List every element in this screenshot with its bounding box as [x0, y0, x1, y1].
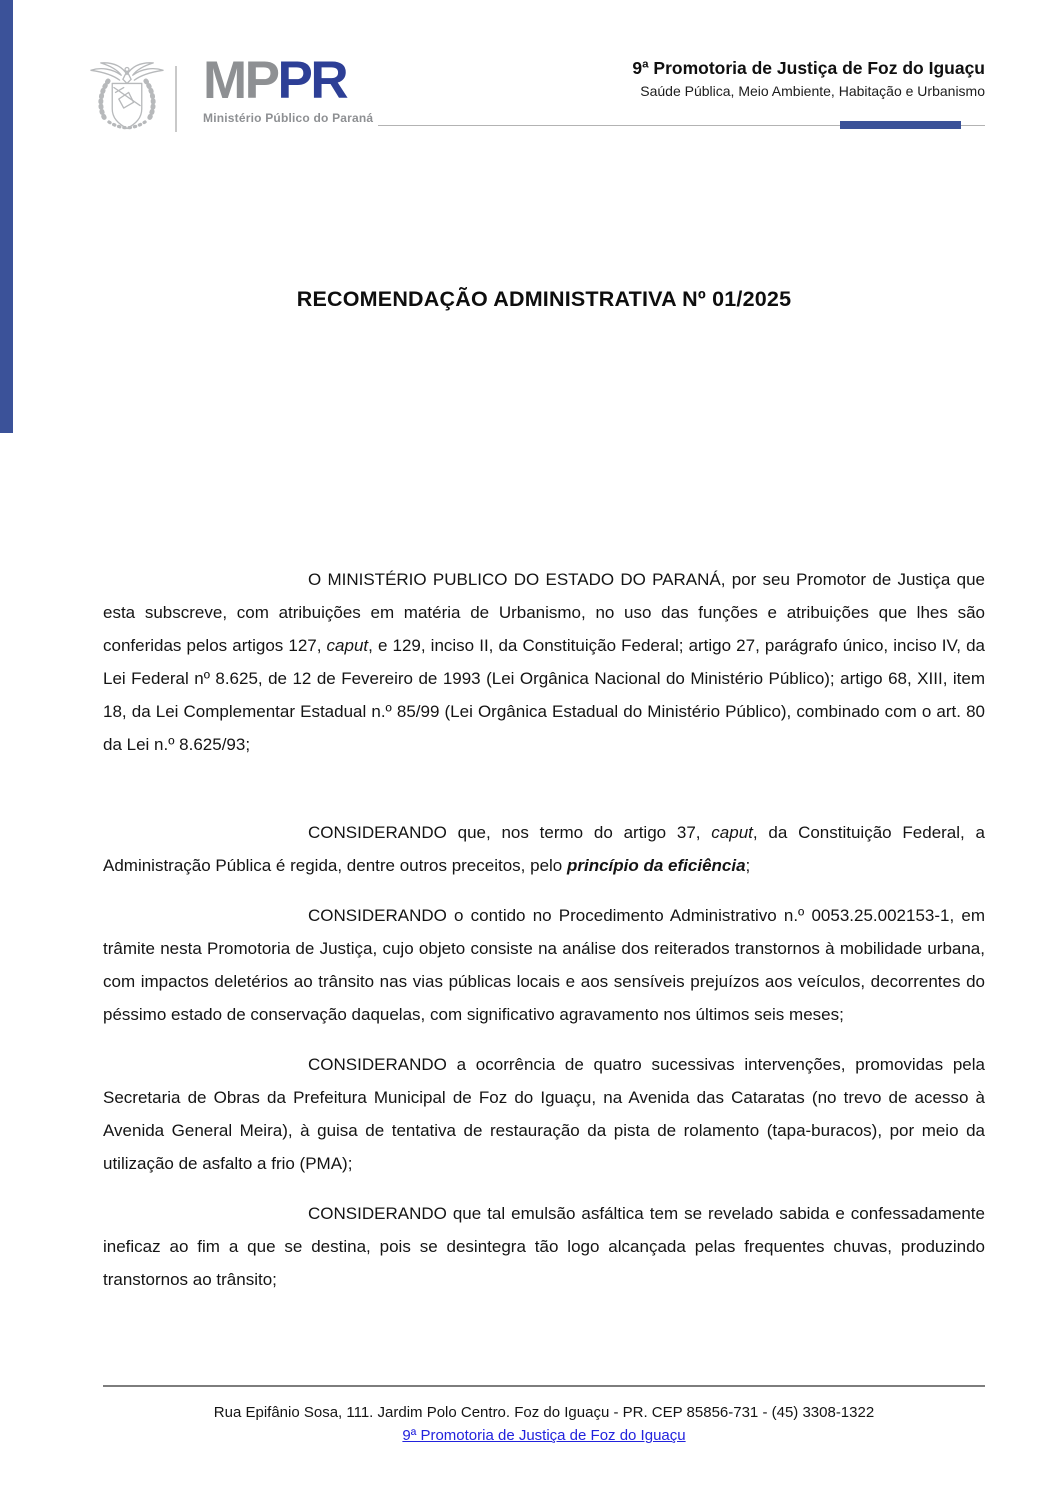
mppr-logo-subtitle: Ministério Público do Paraná: [203, 111, 374, 125]
document-footer: [103, 1401, 985, 1447]
paragraph: CONSIDERANDO o contido no Procedimento Administrativo n.º 0053.25.002153-1, em trâmite nesta Promotoria de Justiça, cujo objeto consiste na análise dos reiterados transtornos à mobilidade urbana, com impactos deletérios ao trânsito nas vias públicas locais e aos sensíveis prejuízos aos veículos, decorrentes do péssimo estado de conservação daquelas, com significativo agravamento nos últimos seis meses;: [103, 906, 985, 1024]
office-subtitle: Saúde Pública, Meio Ambiente, Habitação e Urbanismo: [640, 83, 985, 99]
promotoria-link[interactable]: 9ª Promotoria de Justiça de Foz do Iguaçu: [402, 1427, 686, 1444]
footer-rule: [103, 1385, 985, 1387]
left-accent-bar: [0, 0, 13, 433]
mppr-acronym: [203, 51, 373, 110]
mppr-acronym-blue: PR: [277, 51, 347, 110]
parana-coat-of-arms-icon: [86, 58, 168, 140]
paragraph: CONSIDERANDO que, nos termo do artigo 37, caput, da Constituição Federal, a Administração Pública é regida, dentre outros preceitos, pelo princípio da eficiência;: [103, 823, 985, 875]
logo-divider: [175, 66, 177, 132]
header-rule-accent: [840, 121, 961, 129]
mppr-acronym-gray: MP: [203, 51, 278, 110]
paragraph: O MINISTÉRIO PUBLICO DO ESTADO DO PARANÁ, por seu Promotor de Justiça que esta subscreve, com atribuições em matéria de Urbanismo, no uso das funções e atribuições que lhes são conferidas pelos artigos 127, caput, e 129, inciso II, da Constituição Federal; artigo 27, parágrafo único, inciso IV, da Lei Federal nº 8.625, de 12 de Fevereiro de 1993 (Lei Orgânica Nacional do Ministério Público); artigo 68, XIII, item 18, da Lei Complementar Estadual n.º 85/99 (Lei Orgânica Estadual do Ministério Público), combinado com o art. 80 da Lei n.º 8.625/93;: [103, 570, 985, 754]
header-rule: [378, 125, 985, 126]
office-title: 9ª Promotoria de Justiça de Foz do Iguaçu: [632, 58, 985, 78]
footer-address: Rua Epifânio Sosa, 111. Jardim Polo Centro. Foz do Iguaçu - PR. CEP 85856-731 - (45) 3308-1322: [213, 1404, 875, 1421]
document-title: RECOMENDAÇÃO ADMINISTRATIVA Nº 01/2025: [296, 287, 792, 311]
office-header: [632, 58, 985, 99]
mppr-logo: [203, 51, 374, 125]
paragraph: CONSIDERANDO que tal emulsão asfáltica tem se revelado sabida e confessadamente ineficaz ao fim a que se destina, pois se desintegra tão logo alcançada pelas frequentes chuvas, produzindo transtornos ao trânsito;: [103, 1204, 985, 1289]
paragraph: CONSIDERANDO a ocorrência de quatro sucessivas intervenções, promovidas pela Secretaria de Obras da Prefeitura Municipal de Foz do Iguaçu, na Avenida das Cataratas (no trevo de acesso à Avenida General Meira), à guisa de tentativa de restauração da pista de rolamento (tapa-buracos), por meio da utilização de asfalto a frio (PMA);: [103, 1055, 985, 1173]
document-body: [103, 563, 985, 1313]
